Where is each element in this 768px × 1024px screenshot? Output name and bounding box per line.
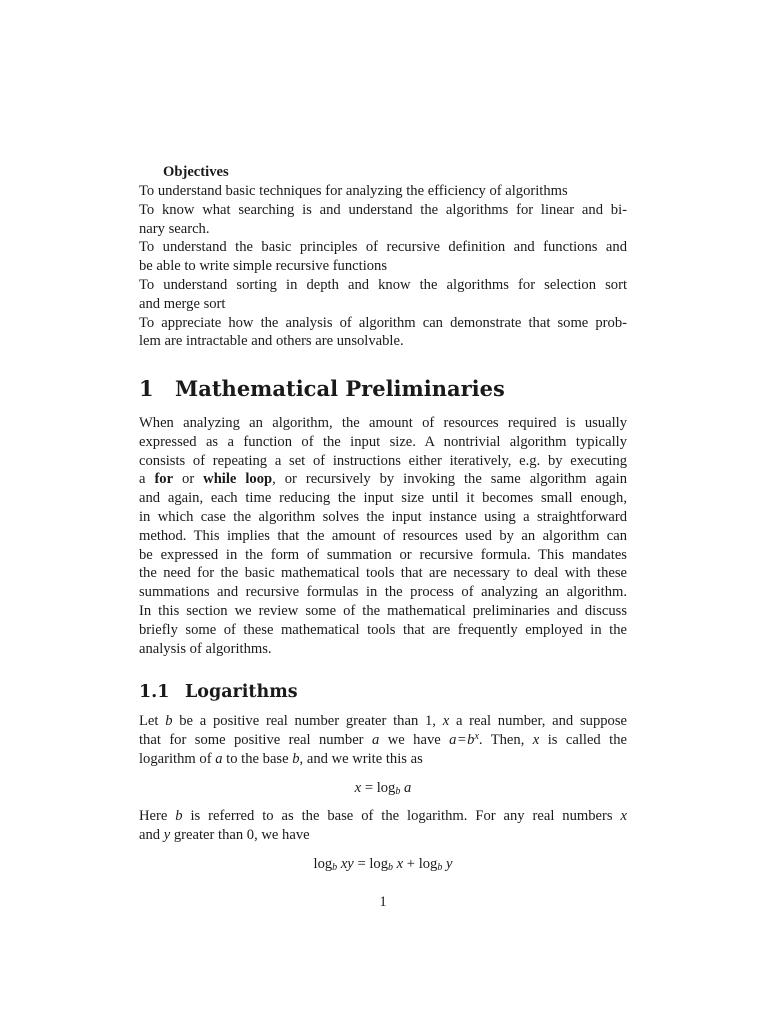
paragraph-line: briefly some of these mathematical tools that are frequently employed in the xyxy=(139,621,627,638)
objective-line: lem are intractable and others are unsolvable. xyxy=(139,333,404,350)
logarithm-base-paragraph xyxy=(139,807,627,845)
objective-line: To know what searching is and understand the algorithms for linear and bi- xyxy=(139,201,627,218)
objective-line: To understand basic techniques for analyzing the efficiency of algorithms xyxy=(139,183,568,199)
paragraph-line: When analyzing an algorithm, the amount of resources required is usually xyxy=(139,415,627,431)
paragraph-line: Here b is referred to as the base of the logarithm. For any real numbers x xyxy=(139,808,627,824)
paragraph-line: be expressed in the form of summation or recursive formula. This mandates xyxy=(139,546,627,563)
objective-line: To appreciate how the analysis of algorithm can demonstrate that some prob- xyxy=(139,314,627,331)
keyword-for: for xyxy=(154,471,174,488)
subsection-title: Logarithms xyxy=(185,682,298,702)
equation-log-product: $\log_b$ xy = $\log_b x + \log_b y$ xyxy=(313,856,453,873)
objective-line: nary search. xyxy=(139,220,210,237)
paragraph-line: expressed as a function of the input size. A nontrivial algorithm typically xyxy=(139,433,627,450)
paragraph-line: method. This implies that the amount of resources used by an algorithm can xyxy=(139,527,627,544)
subsection-number: 1.1 xyxy=(139,682,170,702)
objective-line: be able to write simple recursive functions xyxy=(139,258,388,275)
paragraph-line: and y greater than 0, we have xyxy=(139,826,310,843)
page-number: 1 xyxy=(379,894,387,910)
paragraph-line: and again, each time reducing the input size until it becomes small enough, xyxy=(139,490,627,507)
objectives-title: Objectives xyxy=(163,164,229,180)
logarithm-paragraph xyxy=(139,712,627,768)
section-heading xyxy=(139,376,505,401)
paragraph-line: in which case the algorithm solves the input instance using a straightforward xyxy=(139,508,627,525)
keyword-while-loop: while loop xyxy=(203,471,273,488)
equation-log-definition: $x = \log_b a$ xyxy=(354,780,412,797)
paragraph-line: consists of repeating a set of instructions either iteratively, e.g. by executing xyxy=(139,452,627,469)
objectives-list xyxy=(139,182,627,351)
paragraph-line: Let b be a positive real number greater than 1, x a real number, and suppose xyxy=(139,713,627,729)
paragraph-line: the need for the basic mathematical tools that are necessary to deal with these xyxy=(139,565,627,582)
paragraph-line: In this section we review some of the mathematical preliminaries and discuss xyxy=(139,602,627,619)
paragraph-line: summations and recursive formulas in the process of analyzing an algorithm. xyxy=(139,584,627,601)
paragraph-line: logarithm of a to the base b, and we write this as xyxy=(139,750,423,767)
section-number: 1 xyxy=(139,376,154,401)
paragraph-line: a for or while loop, or recursively by invoking the same algorithm again xyxy=(139,471,627,488)
objective-line: To understand sorting in depth and know the algorithms for selection sort xyxy=(139,276,627,293)
subsection-heading xyxy=(139,682,298,702)
section-paragraph xyxy=(139,414,627,658)
paragraph-line: that for some positive real number a we have a = $b^x$. Then, x is called the xyxy=(139,730,627,748)
objective-line: To understand the basic principles of recursive definition and functions and xyxy=(139,239,627,256)
section-title: Mathematical Preliminaries xyxy=(175,376,505,401)
paragraph-line: analysis of algorithms. xyxy=(139,640,272,657)
objective-line: and merge sort xyxy=(139,295,226,312)
